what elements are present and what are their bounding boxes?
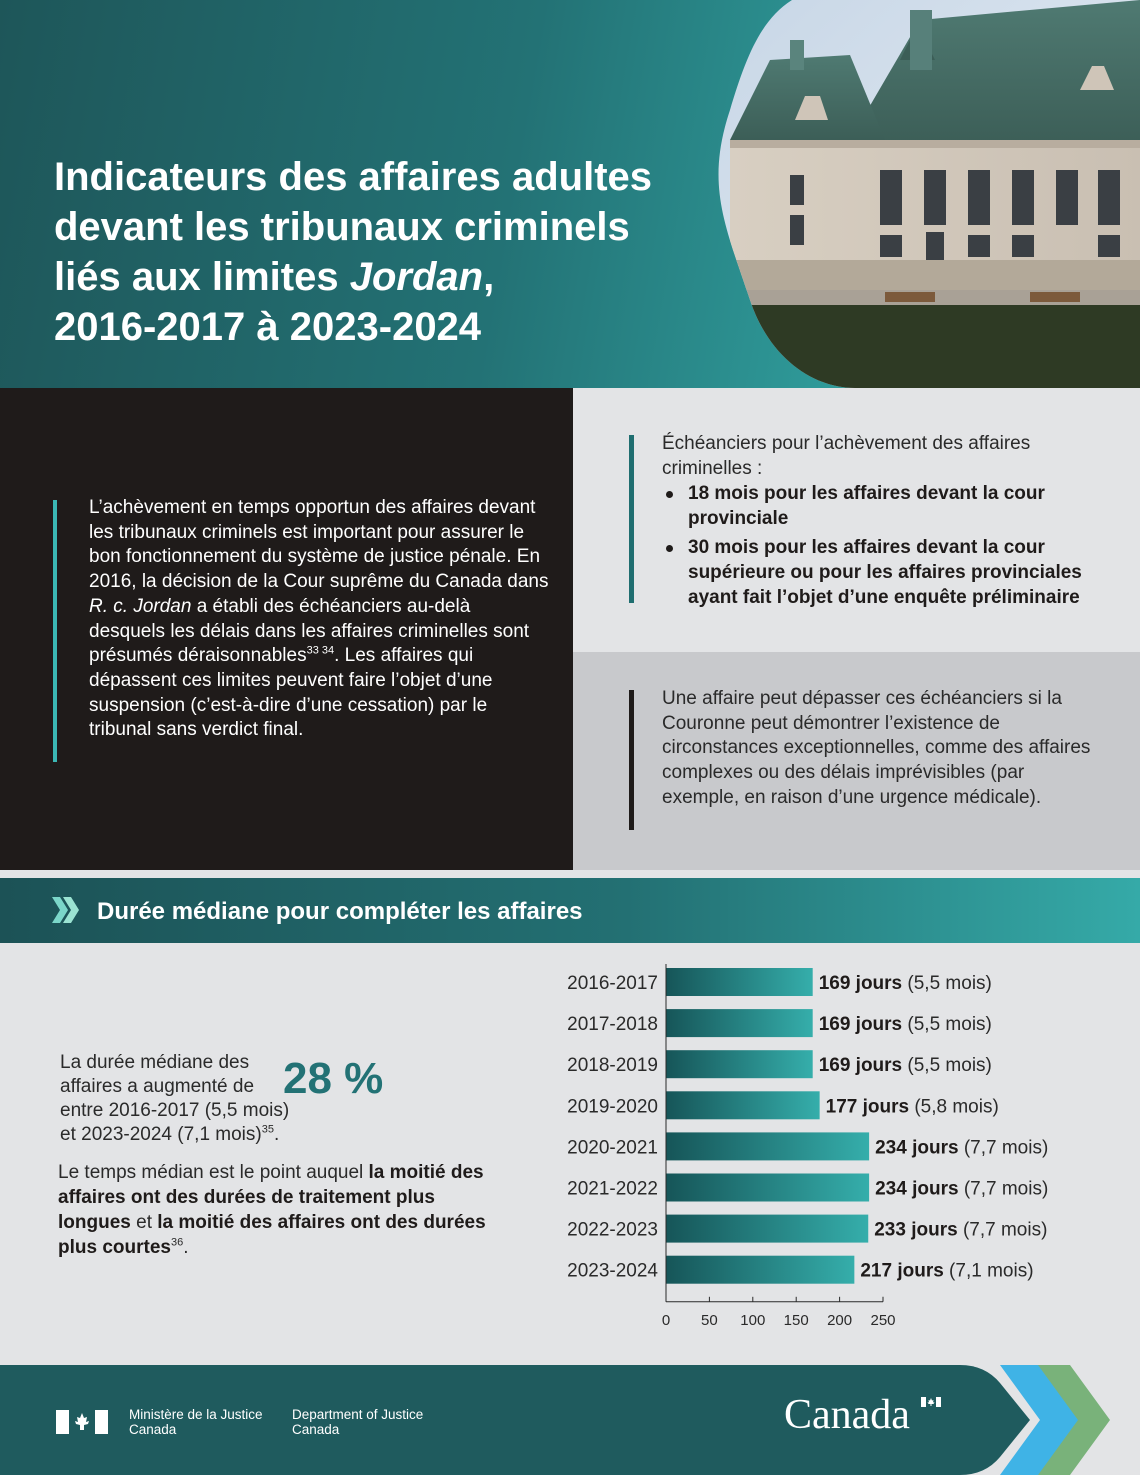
category-label: 2017-2018 — [567, 1014, 658, 1036]
department-name-en — [292, 1407, 452, 1437]
title-line-1: Indicateurs des affaires adultes — [54, 155, 653, 199]
category-label: 2020-2021 — [567, 1137, 658, 1159]
category-label: 2022-2023 — [567, 1219, 658, 1241]
footnote-ref: 33 34 — [306, 644, 335, 657]
value-label: 169 jours — [818, 973, 903, 994]
title-jordan: Jordan — [349, 255, 484, 299]
case-name: R. c. Jordan — [89, 595, 192, 617]
data-bar — [666, 1050, 813, 1078]
x-tick-label: 50 — [701, 1311, 718, 1329]
data-bar — [666, 1091, 820, 1119]
data-label — [819, 1014, 992, 1035]
page-title — [54, 152, 744, 352]
intro-paragraph — [89, 496, 549, 743]
exception-accent-bar — [629, 690, 634, 830]
definition-text: Le temps médian est le point auquel — [58, 1162, 369, 1183]
value-label: 233 jours — [874, 1219, 958, 1241]
data-label — [819, 1055, 992, 1076]
category-label: 2018-2019 — [567, 1055, 658, 1077]
value-label: 234 jours — [875, 1178, 959, 1200]
x-tick-label: 100 — [740, 1311, 766, 1329]
stat-text-a: La durée médiane des affaires a augmenté de — [60, 1052, 255, 1097]
department-en-line-2: Canada — [292, 1422, 340, 1437]
secondary-label: (5,5 mois) — [902, 973, 992, 994]
category-label: 2016-2017 — [567, 973, 658, 994]
data-label — [860, 1261, 1033, 1282]
data-bar — [666, 1174, 869, 1202]
intro-accent-bar — [53, 500, 57, 762]
x-tick-label: 150 — [783, 1311, 809, 1329]
canada-wordmark: Canada — [784, 1392, 910, 1438]
department-name-fr — [129, 1407, 289, 1437]
definition-text-mid: et — [130, 1212, 158, 1233]
department-fr-line-1: Ministère de la Justice — [129, 1407, 263, 1422]
definition-bold-1: la moitié des affaires ont des durées de traitement plus longues — [58, 1162, 484, 1233]
data-label — [875, 1137, 1048, 1158]
value-label: 234 jours — [875, 1137, 959, 1159]
secondary-label: (7,7 mois) — [958, 1178, 1049, 1200]
stat-description — [60, 1051, 300, 1147]
timelines-heading: Échéanciers pour l’achèvement des affaires criminelles : — [662, 433, 1031, 479]
secondary-label: (7,1 mois) — [943, 1260, 1034, 1282]
intro-text-part-1: L’achèvement en temps opportun des affaires devant les tribunaux criminels est important pour assurer le bon fonctionnement du système de justice pénale. En 2016, la décision de la Cour suprême du Canada dans — [89, 497, 549, 593]
category-label: 2019-2020 — [567, 1096, 658, 1118]
section-title: Durée médiane pour compléter les affaires — [97, 898, 583, 925]
category-label: 2023-2024 — [567, 1260, 658, 1282]
timelines-accent-bar — [629, 435, 634, 603]
intro-text-part-3: . Les affaires qui dépassent ces limites peuvent faire l’objet d’une suspension (c’est-à-dire d’une cessation) par le tribunal sans verdict final. — [89, 645, 493, 741]
value-label: 177 jours — [825, 1096, 910, 1118]
stat-text-end: . — [273, 1124, 280, 1145]
title-line-3-end: , — [483, 255, 495, 299]
data-bar — [666, 1215, 868, 1243]
data-label — [819, 973, 992, 994]
title-line-4: 2016-2017 à 2023-2024 — [54, 305, 482, 349]
stat-text-b: entre 2016-2017 (5,5 mois) et 2023-2024 (7,1 mois) — [60, 1100, 290, 1145]
median-definition — [58, 1160, 508, 1260]
list-item: 30 mois pour les affaires devant la cour supérieure ou pour les affaires provinciales ayant fait l’objet d’une enquête préliminaire — [662, 536, 1132, 610]
secondary-label: (7,7 mois) — [958, 1137, 1049, 1159]
x-tick-label: 200 — [827, 1311, 853, 1329]
secondary-label: (7,7 mois) — [957, 1219, 1048, 1241]
intro-text-part-2: a établi des échéanciers au-delà desquels les délais dans les affaires criminelles sont présumés déraisonnables — [89, 595, 530, 667]
department-en-line-1: Department of Justice — [292, 1407, 424, 1422]
x-tick-label: 250 — [870, 1311, 896, 1329]
secondary-label: (5,5 mois) — [902, 1055, 992, 1077]
list-item: 18 mois pour les affaires devant la cour provinciale — [662, 482, 1132, 531]
secondary-label: (5,8 mois) — [909, 1096, 999, 1118]
canada-flag-icon — [56, 1410, 108, 1434]
exception-paragraph: Une affaire peut dépasser ces échéanciers si la Couronne peut démontrer l’existence de circonstances exceptionnelles, comme des affaires complexes ou des délais imprévisibles (par exemple, en raison d’une urgence médicale). — [662, 688, 1091, 808]
x-tick-label: 0 — [661, 1311, 671, 1329]
supreme-court-building-photo — [700, 0, 1140, 388]
footnote-ref: 35 — [261, 1123, 274, 1136]
value-label: 169 jours — [818, 1055, 903, 1077]
department-fr-line-2: Canada — [129, 1422, 177, 1437]
data-bar — [666, 968, 813, 996]
title-line-2: devant les tribunaux criminels — [54, 205, 630, 249]
data-bar — [666, 1009, 813, 1037]
footnote-ref: 36 — [170, 1236, 184, 1249]
secondary-label: (5,5 mois) — [902, 1014, 992, 1036]
value-label: 169 jours — [818, 1014, 903, 1036]
category-label: 2021-2022 — [567, 1178, 658, 1200]
definition-text-end: . — [183, 1237, 189, 1258]
double-chevron-icon — [52, 897, 80, 923]
data-label — [874, 1220, 1047, 1241]
title-line-3-start: liés aux limites — [54, 255, 350, 299]
value-label: 217 jours — [860, 1260, 944, 1282]
data-bar — [666, 1256, 854, 1284]
timelines-list — [662, 482, 1132, 616]
data-label — [875, 1179, 1048, 1200]
data-label — [826, 1096, 999, 1117]
data-bar — [666, 1132, 869, 1160]
median-duration-bar-chart — [540, 958, 1100, 1338]
definition-bold-2: la moitié des affaires ont des durées plus courtes — [58, 1212, 486, 1258]
hero-banner — [0, 0, 1140, 388]
canada-wordmark-flag-icon — [921, 1397, 941, 1407]
stat-highlight-value: 28 % — [283, 1054, 384, 1103]
